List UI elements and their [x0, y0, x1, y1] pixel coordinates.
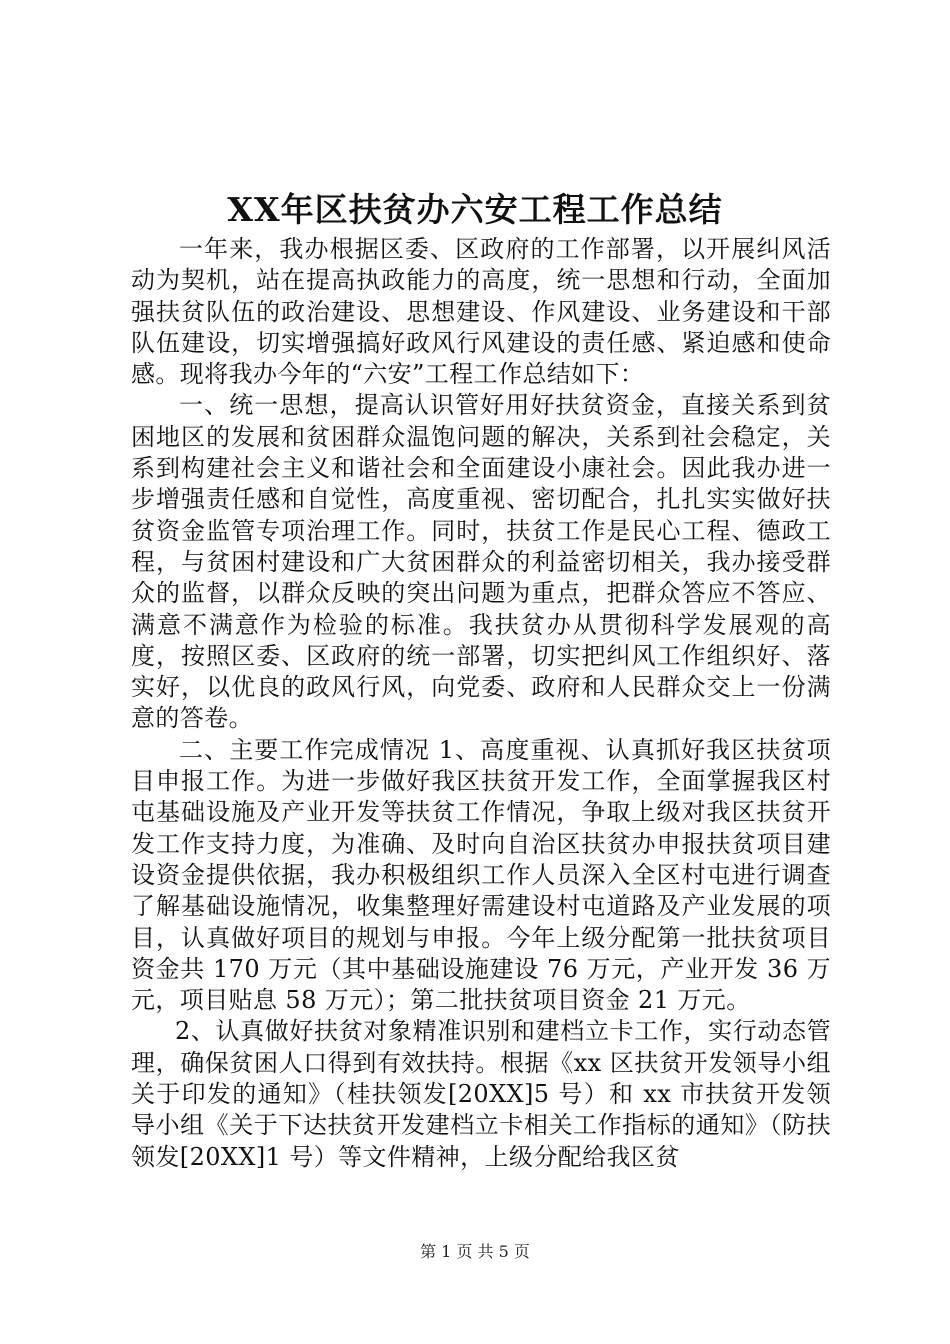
paragraph-section-one: 一、统一思想，提高认识管好用好扶贫资金，直接关系到贫困地区的发展和贫困群众温饱问题的解决，关系到社会稳定，关系到构建社会主义和谐社会和全面建设小康社会。因此我办进一步增强责任感和自觉性，高度重视、密切配合，扎扎实实做好扶贫资金监管专项治理工作。同时，扶贫工作是民心工程、德政工程，与贫困村建设和广大贫困群众的利益密切相关，我办接受群众的监督，以群众反映的突出问题为重点，把群众答应不答应、满意不满意作为检验的标准。我扶贫办从贯彻科学发展观的高度，按照区委、区政府的统一部署，切实把纠风工作组织好、落实好，以优良的政风行风，向党委、政府和人民群众交上一份满意的答卷。	[131, 391, 831, 733]
paragraph-section-two: 二、主要工作完成情况 1、高度重视、认真抓好我区扶贫项目申报工作。为进一步做好我区扶贫开发工作，全面掌握我区村屯基础设施及产业开发等扶贫工作情况，争取上级对我区扶贫开发工作支持力度，为准确、及时向自治区扶贫办申报扶贫项目建设资金提供依据，我办积极组织工作人员深入全区村屯进行调查了解基础设施情况，收集整理好需建设村屯道路及产业发展的项目，认真做好项目的规划与申报。今年上级分配第一批扶贫项目资金共 170 万元（其中基础设施建设 76 万元，产业开发 36 万元，项目贴息 58 万元）；第二批扶贫项目资金 21 万元。	[131, 735, 831, 1015]
document-title: XX年区扶贫办六安工程工作总结	[227, 190, 723, 229]
paragraph-item-two: 2、认真做好扶贫对象精准识别和建档立卡工作，实行动态管理，确保贫困人口得到有效扶持。根据《xx 区扶贫开发领导小组关于印发的通知》（桂扶领发[20XX]5 号）和 xx 市扶贫开发领导小组《关于下达扶贫开发建档立卡相关工作指标的通知》（防扶领发[20XX]1 号）等文件精神，上级分配给我区贫	[131, 1017, 831, 1171]
paragraph-intro: 一年来，我办根据区委、区政府的工作部署，以开展纠风活动为契机，站在提高执政能力的高度，统一思想和行动，全面加强扶贫队伍的政治建设、思想建设、作风建设、业务建设和干部队伍建设，切实增强搞好政风行风建设的责任感、紧迫感和使命感。现将我办今年的“六安”工程工作总结如下：	[131, 235, 831, 389]
document-body	[131, 234, 831, 1173]
page-footer: 第 1 页 共 5 页	[420, 1242, 530, 1261]
